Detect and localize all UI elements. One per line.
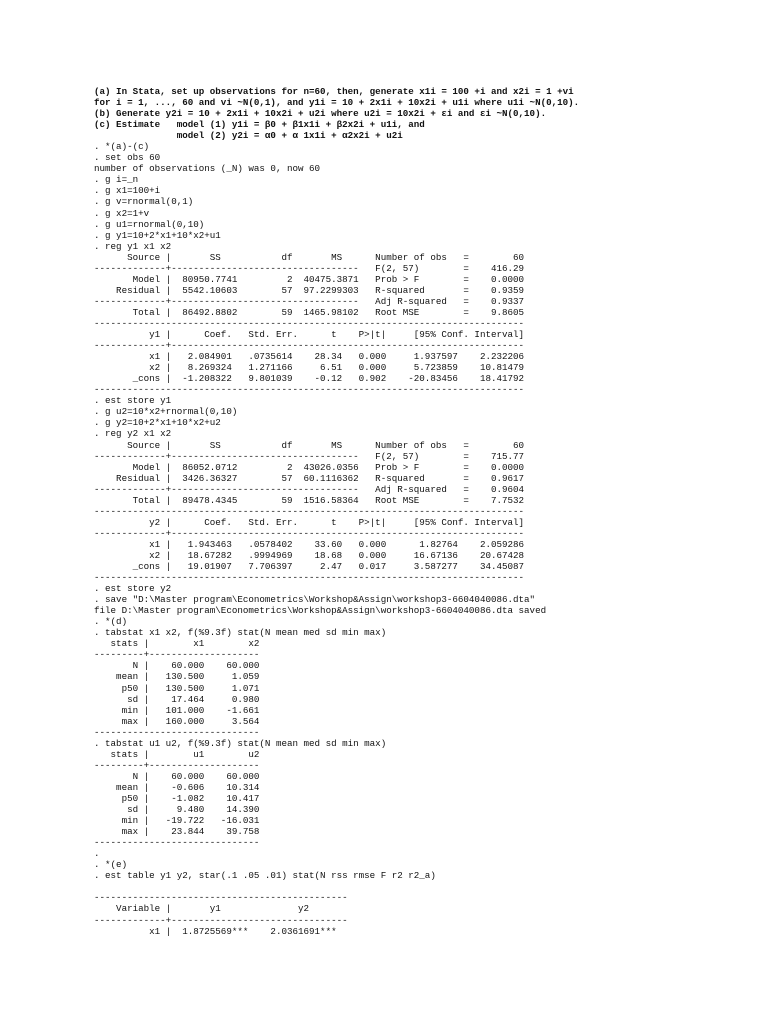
log-line: Total | 89478.4345 59 1516.58364 Root MSE = 7.7532 — [94, 494, 525, 506]
log-line: ---------------------------------------------- — [94, 892, 348, 904]
log-line: stats | u1 u2 — [94, 748, 260, 760]
log-line: y1 | Coef. Std. Err. t P>|t| [95% Conf. Interval] — [94, 329, 525, 341]
question-line-a2: for i = 1, ..., 60 and vi ~N(0,1), and y1i = 10 + 2x1i + 10x2i + u1i where u1i ~N(0,10). — [94, 97, 580, 109]
log-line: _cons | 19.01907 7.706397 2.47 0.017 3.587277 34.45087 — [94, 561, 525, 573]
log-line: . tabstat u1 u2, f(%9.3f) stat(N mean med sd min max) — [94, 737, 387, 749]
log-line: x2 | 8.269324 1.271166 6.51 0.000 5.723859 10.81479 — [94, 362, 525, 374]
log-line: x1 | 2.084901 .0735614 28.34 0.000 1.937597 2.232206 — [94, 351, 525, 363]
question-line-c2: model (2) y2i = α0 + α 1x1i + α2x2i + u2i — [94, 130, 403, 142]
question-line-a1: (a) In Stata, set up observations for n=60, then, generate x1i = 100 +i and x2i = 1 +vi — [94, 86, 574, 97]
log-line: y2 | Coef. Std. Err. t P>|t| [95% Conf. Interval] — [94, 516, 525, 528]
log-line: . est store y2 — [94, 583, 172, 595]
log-line: max | 160.000 3.564 — [94, 715, 260, 727]
log-line: -------------+---------------------------------- F(2, 57) = 715.77 — [94, 450, 525, 462]
log-line: . reg y1 x1 x2 — [94, 240, 172, 252]
log-line: number of observations (_N) was 0, now 60 — [94, 163, 321, 175]
log-line: . g x2=1+v — [94, 207, 150, 219]
log-line: . tabstat x1 x2, f(%9.3f) stat(N mean med sd min max) — [94, 627, 387, 639]
log-line: sd | 9.480 14.390 — [94, 804, 260, 816]
log-line: . reg y2 x1 x2 — [94, 428, 172, 440]
log-line: min | -19.722 -16.031 — [94, 815, 260, 827]
log-line: Model | 80950.7741 2 40475.3871 Prob > F = 0.0000 — [94, 273, 525, 285]
log-line: . g y2=10+2*x1+10*x2+u2 — [94, 417, 221, 429]
log-line: -------------+---------------------------------------------------------------- — [94, 527, 525, 539]
log-line: . *(d) — [94, 616, 128, 628]
log-line: ------------------------------ — [94, 837, 260, 849]
log-line: . g i=_n — [94, 174, 139, 186]
log-line: Source | SS df MS Number of obs = 60 — [94, 251, 525, 263]
log-line: sd | 17.464 0.980 — [94, 693, 260, 705]
log-line: ------------------------------------------------------------------------------ — [94, 384, 525, 396]
question-line-c1: (c) Estimate model (1) y1i = β0 + β1x1i + β2x2i + u1i, and — [94, 119, 425, 131]
log-line: N | 60.000 60.000 — [94, 770, 260, 782]
log-line: x2 | 18.67282 .9994969 18.68 0.000 16.67136 20.67428 — [94, 549, 525, 561]
log-line: -------------+-------------------------------- — [94, 914, 348, 926]
log-line — [94, 881, 754, 892]
log-line: ---------+-------------------- — [94, 649, 260, 661]
log-line: ---------+-------------------- — [94, 759, 260, 771]
log-line: . g u2=10*x2+rnormal(0,10) — [94, 406, 238, 418]
stata-log-output — [94, 141, 754, 936]
log-line: ------------------------------------------------------------------------------ — [94, 317, 525, 329]
log-line: -------------+---------------------------------------------------------------- — [94, 340, 525, 352]
log-line: min | 101.000 -1.661 — [94, 704, 260, 716]
log-line: . *(e) — [94, 859, 128, 871]
log-line: p50 | 130.500 1.071 — [94, 682, 260, 694]
log-line: . est table y1 y2, star(.1 .05 .01) stat(N rss rmse F r2 r2_a) — [94, 870, 436, 882]
log-line: N | 60.000 60.000 — [94, 660, 260, 672]
log-line: . save "D:\Master program\Econometrics\Workshop&Assign\workshop3-6604040086.dta" — [94, 594, 536, 606]
log-line: ------------------------------ — [94, 726, 260, 738]
log-line: -------------+---------------------------------- Adj R-squared = 0.9604 — [94, 483, 525, 495]
log-line: -------------+---------------------------------- F(2, 57) = 416.29 — [94, 262, 525, 274]
log-line: Residual | 5542.10603 57 97.2299303 R-squared = 0.9359 — [94, 284, 525, 296]
log-line: Variable | y1 y2 — [94, 903, 310, 915]
log-line: . g v=rnormal(0,1) — [94, 196, 194, 208]
log-line: ------------------------------------------------------------------------------ — [94, 505, 525, 517]
log-line: x1 | 1.943463 .0578402 33.60 0.000 1.82764 2.059286 — [94, 538, 525, 550]
log-line: x1 | 1.8725569*** 2.0361691*** — [94, 925, 337, 937]
log-line: . *(a)-(c) — [94, 141, 150, 153]
log-line: file D:\Master program\Econometrics\Workshop&Assign\workshop3-6604040086.dta saved — [94, 605, 547, 617]
log-line: max | 23.844 39.758 — [94, 826, 260, 838]
log-line: Source | SS df MS Number of obs = 60 — [94, 439, 525, 451]
log-line: mean | 130.500 1.059 — [94, 671, 260, 683]
log-line: . set obs 60 — [94, 152, 161, 164]
log-line: . g y1=10+2*x1+10*x2+u1 — [94, 229, 221, 241]
log-line: Model | 86052.0712 2 43026.0356 Prob > F = 0.0000 — [94, 461, 525, 473]
log-line: Residual | 3426.36327 57 60.1116362 R-squared = 0.9617 — [94, 472, 525, 484]
log-line: mean | -0.606 10.314 — [94, 781, 260, 793]
log-line: . est store y1 — [94, 395, 172, 407]
log-line: _cons | -1.208322 9.801039 -0.12 0.902 -20.83456 18.41792 — [94, 373, 525, 385]
question-block — [94, 86, 754, 141]
log-line: p50 | -1.082 10.417 — [94, 793, 260, 804]
log-line: ------------------------------------------------------------------------------ — [94, 572, 525, 584]
log-line: stats | x1 x2 — [94, 638, 260, 650]
log-line: -------------+---------------------------------- Adj R-squared = 0.9337 — [94, 295, 525, 307]
question-line-b: (b) Generate y2i = 10 + 2x1i + 10x2i + u2i where u2i = 10x2i + εi and εi ~N(0,10). — [94, 108, 547, 120]
log-line: . — [94, 848, 100, 860]
log-line: Total | 86492.8802 59 1465.98102 Root MSE = 9.8605 — [94, 306, 525, 318]
log-line: . g u1=rnormal(0,10) — [94, 218, 205, 230]
log-line: . g x1=100+i — [94, 185, 161, 197]
document-page — [94, 86, 754, 937]
